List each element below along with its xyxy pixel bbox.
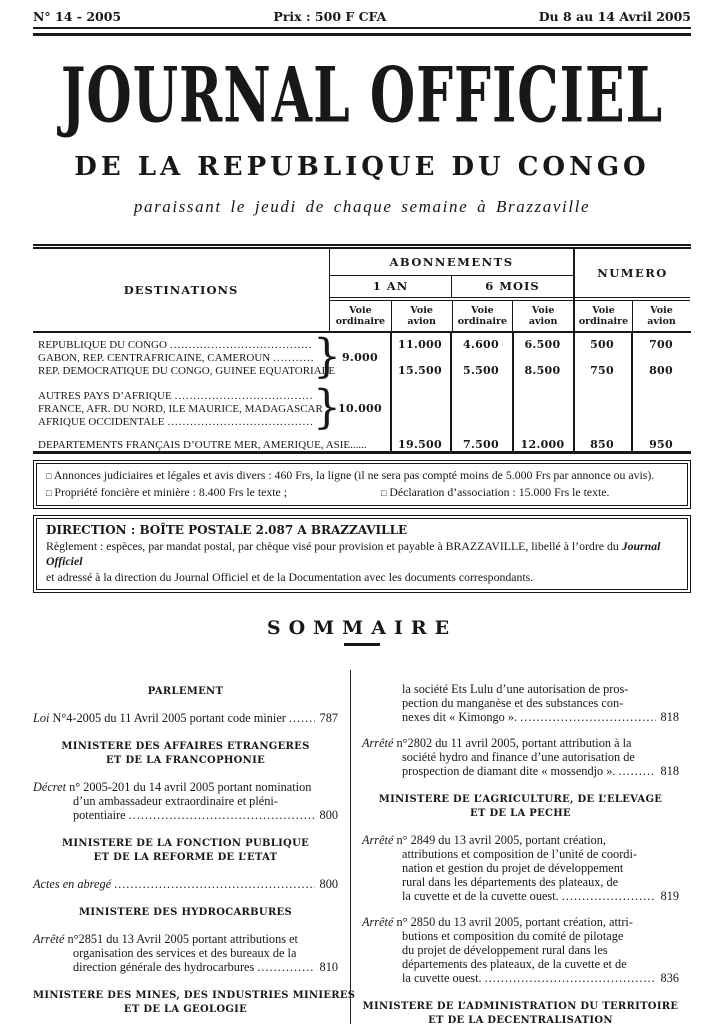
rates-table-header <box>33 249 691 333</box>
reglement-line: Règlement : espèces, par mandat postal, par chèque visé pour provision et payable à BRAZZAVILLE, libellé à l’ordre du Journal Officiel <box>46 538 661 568</box>
toc-heading <box>362 793 679 821</box>
toc-page-number: 787 <box>319 710 338 725</box>
destination-label: AUTRES PAYS D’AFRIQUE <box>38 389 172 402</box>
rate-destination <box>33 402 323 415</box>
toc-heading-line: MINISTERE DE L’ADMINISTRATION DU TERRITOIRE <box>362 1000 679 1012</box>
journal-subtitle: DE LA REPUBLIQUE DU CONGO <box>74 152 650 182</box>
reglement-line: et adressé à la direction du Journal Officiel et de la Documentation avec les documents correspondants. <box>46 569 534 584</box>
page-content <box>33 0 691 1024</box>
sommaire-heading: SOMMAIRE <box>266 617 458 639</box>
rate-cell: 6.500 <box>524 338 561 351</box>
sommaire-columns <box>33 670 691 1024</box>
row-gap <box>33 428 691 438</box>
abonnements-group <box>330 249 573 331</box>
rate-cell: 700 <box>649 338 673 351</box>
notice-box-direction <box>33 515 691 593</box>
dotted-leader <box>289 711 315 725</box>
toc-heading-line: ET DE LA REFORME DE L’ETAT <box>93 851 278 863</box>
column-divider <box>390 333 392 451</box>
toc-entry <box>362 682 679 724</box>
toc-entry-text: Loi N°4-2005 du 11 Avril 2005 portant code minier <box>33 710 286 725</box>
column-divider <box>512 333 514 451</box>
top-rule-thin <box>33 27 691 29</box>
abonnements-header: ABONNEMENTS <box>330 249 573 276</box>
period-6mois: 6 MOIS <box>451 276 573 297</box>
rate-cell: 12.000 <box>520 438 565 451</box>
voie-ordinaire-header: Voie ordinaire <box>578 305 629 327</box>
toc-entry-text: la cuvette ouest. <box>402 970 482 985</box>
toc-entry-line: rural dans les départements des plateaux, de <box>402 874 619 889</box>
toc-entry-line <box>33 877 338 891</box>
dotted-leader <box>129 808 315 822</box>
masthead-strip <box>33 0 691 24</box>
rate-cell: 9.000 <box>342 351 378 364</box>
toc-page-number: 810 <box>319 959 338 974</box>
dotted-leader <box>257 960 314 974</box>
toc-heading-line: ET DE LA DECENTRALISATION <box>428 1014 613 1024</box>
toc-heading-line: PARLEMENT <box>147 685 224 697</box>
toc-heading-line: ET DE LA PECHE <box>470 807 571 819</box>
journal-tagline: paraissant le jeudi de chaque semaine à Brazzaville <box>133 197 591 216</box>
journal-title: JOURNAL OFFICIEL <box>60 52 664 141</box>
toc-entry-line: départements des plateaux, de la cuvette et de <box>402 956 627 971</box>
sommaire-underline <box>344 643 380 646</box>
sommaire-right-column <box>350 670 679 1024</box>
square-bullet-icon: □ <box>46 487 52 498</box>
dotted-leader <box>520 710 655 724</box>
toc-entry-text: prospection de diamant dite « mossendjo ». <box>402 763 616 778</box>
journal-title-wrap <box>33 52 691 141</box>
rate-destination <box>33 364 336 377</box>
toc-heading-line: MINISTERE DES AFFAIRES ETRANGERES <box>61 740 310 752</box>
toc-page-number: 818 <box>660 709 679 724</box>
dotted-leader <box>114 877 314 891</box>
toc-entry <box>362 833 679 903</box>
toc-heading-line: MINISTERE DE LA FONCTION PUBLIQUE <box>61 837 310 849</box>
rate-cell: 800 <box>649 364 673 377</box>
toc-entry-line: attributions et composition de l’unité de coordi- <box>402 846 637 861</box>
rate-cell: 10.000 <box>338 402 382 415</box>
toc-heading <box>33 989 356 1017</box>
destination-label: FRANCE, AFR. DU NORD, ILE MAURICE, MADAGASCAR <box>38 402 323 415</box>
voie-avion-header: Voie avion <box>632 301 690 331</box>
toc-entry-line: nation et gestion du projet de développement <box>402 860 624 875</box>
toc-entry-line <box>362 710 679 724</box>
rate-cell: 8.500 <box>524 364 561 377</box>
toc-entry-line <box>33 808 338 822</box>
toc-page-number: 800 <box>319 807 338 822</box>
toc-entry-text: potentiaire <box>73 807 126 822</box>
rate-cell: 11.000 <box>398 338 442 351</box>
destination-label: GABON, REP. CENTRAFRICAINE, CAMEROUN <box>38 351 271 364</box>
dotted-leader <box>273 352 313 364</box>
square-bullet-icon: □ <box>46 471 52 481</box>
dotted-leader <box>618 764 655 778</box>
direction-address: DIRECTION : BOÎTE POSTALE 2.087 A BRAZZAVILLE <box>46 523 408 537</box>
rate-row <box>33 364 691 377</box>
rate-cell: 7.500 <box>463 438 499 451</box>
voie-avion-header: Voie avion <box>512 301 573 331</box>
period-row <box>330 276 573 301</box>
toc-entry-lead: Arrêté <box>33 931 65 946</box>
rate-destination <box>33 390 316 402</box>
rate-cell: 850 <box>590 438 614 451</box>
toc-heading <box>362 1000 679 1024</box>
toc-entry-line <box>33 711 338 725</box>
journal-officiel-emphasis: Journal Officiel <box>46 538 661 568</box>
toc-heading <box>33 685 338 699</box>
toc-entry-lead: Actes en abregé <box>33 876 112 891</box>
column-divider <box>631 333 633 451</box>
toc-heading-line: MINISTERE DES HYDROCARBURES <box>79 906 292 918</box>
rate-destination <box>33 416 316 428</box>
voie-avion-header: Voie avion <box>391 301 452 331</box>
toc-entry <box>33 877 338 891</box>
toc-entry-line <box>362 764 679 778</box>
toc-entry-line <box>362 889 679 903</box>
toc-page-number: 819 <box>660 888 679 903</box>
date-range: Du 8 au 14 Avril 2005 <box>538 9 691 24</box>
toc-entry-text: la cuvette et de la cuvette ouest. <box>402 888 559 903</box>
rates-table <box>33 244 691 454</box>
rate-cell: 19.500 <box>398 438 442 451</box>
column-divider <box>450 333 452 451</box>
toc-entry-text: nexes dit « Kimongo ». <box>402 709 518 724</box>
dotted-leader <box>168 416 313 428</box>
toc-entry-text: direction générale des hydrocarbures <box>73 959 255 974</box>
toc-entry-line: Arrêté n°2851 du 13 Avril 2005 portant attributions et <box>33 931 298 946</box>
toc-entry-line: Arrêté n°2802 du 11 avril 2005, portant attribution à la <box>362 735 632 750</box>
toc-entry <box>362 915 679 985</box>
dotted-leader <box>485 971 656 985</box>
notice-line: □ Annonces judiciaires et légales et avis divers : 460 Frs, la ligne (il ne sera pas compté moins de 5.000 Frs par annonce ou avis). <box>46 468 655 482</box>
toc-entry-line: butions et composition du comité de pilotage <box>402 928 624 943</box>
rate-row <box>33 338 691 351</box>
voie-ordinaire-header: Voie ordinaire <box>335 305 386 327</box>
toc-page-number: 836 <box>660 970 679 985</box>
issue-number: N° 14 - 2005 <box>33 9 122 24</box>
rate-row <box>33 402 691 415</box>
toc-entry-lead: Arrêté <box>362 914 394 929</box>
rate-cell: 15.500 <box>398 364 442 377</box>
toc-entry <box>33 780 338 822</box>
toc-entry-lead: Loi <box>33 710 50 725</box>
toc-page-number: 818 <box>660 763 679 778</box>
rate-row <box>33 351 691 364</box>
voie-row-numero <box>575 301 690 331</box>
notice-line: □ Propriété foncière et minière : 8.400 Frs le texte ; □ Déclaration d’association : 15.000 Frs le texte. <box>46 484 610 499</box>
toc-entry-line <box>362 971 679 985</box>
toc-heading-line: ET DE LA FRANCOPHONIE <box>106 754 265 766</box>
row-gap <box>33 377 691 389</box>
toc-entry <box>33 711 338 725</box>
brace-icon: } <box>313 380 341 435</box>
toc-heading-line: MINISTERE DES MINES, DES INDUSTRIES MINIERES <box>33 989 356 1001</box>
toc-entry <box>362 736 679 778</box>
destination-label: REPUBLIQUE DU CONGO <box>38 338 167 351</box>
column-divider <box>573 333 575 451</box>
toc-entry-line: Décret n° 2005-201 du 14 avril 2005 portant nomination <box>33 779 312 794</box>
dotted-leader <box>562 889 656 903</box>
price-label: Prix : 500 F CFA <box>273 9 387 24</box>
rate-destination <box>33 438 367 451</box>
rate-cell: 950 <box>649 438 673 451</box>
toc-entry-lead: Décret <box>33 779 66 794</box>
toc-entry-line: Arrêté n° 2850 du 13 avril 2005, portant création, attri- <box>362 914 633 929</box>
toc-heading <box>33 906 338 920</box>
period-1an: 1 AN <box>372 279 409 293</box>
toc-heading-line: MINISTERE DE L’AGRICULTURE, DE L’ELEVAGE <box>378 793 663 805</box>
toc-heading <box>33 740 338 768</box>
rate-row <box>33 438 691 451</box>
toc-entry <box>33 932 338 974</box>
destinations-header: DESTINATIONS <box>33 249 330 331</box>
toc-entry-line <box>33 960 338 974</box>
toc-entry-text <box>33 877 111 891</box>
numero-group <box>573 249 690 331</box>
rate-row <box>33 415 691 428</box>
voie-row-abonnements <box>330 301 573 331</box>
rate-cell: 4.600 <box>463 338 499 351</box>
toc-heading-line: ET DE LA GEOLOGIE <box>123 1003 248 1015</box>
destination-label: AFRIQUE OCCIDENTALE <box>38 415 165 428</box>
toc-entry-line: pection du manganèse et des substances con- <box>402 695 624 710</box>
toc-entry-line: société hydro and finance d’une autorisation de <box>402 749 635 764</box>
dotted-leader <box>170 339 313 351</box>
rate-cell: 5.500 <box>463 364 499 377</box>
rate-destination <box>33 352 316 364</box>
toc-entry-line: la société Ets Lulu d’une autorisation de pros- <box>402 681 629 696</box>
dotted-leader <box>175 390 313 402</box>
toc-entry-lead: Arrêté <box>362 832 394 847</box>
rate-cell: 750 <box>590 364 614 377</box>
toc-entry-line: d’un ambassadeur extraordinaire et pléni- <box>73 793 278 808</box>
rates-body <box>33 329 691 451</box>
destination-label: REP. DEMOCRATIQUE DU CONGO, GUINEE EQUATORIALE <box>38 364 336 377</box>
rate-row <box>33 389 691 402</box>
sommaire-left-column <box>33 670 356 1024</box>
rate-cell: 500 <box>590 338 614 351</box>
rate-destination <box>33 339 316 351</box>
brace-icon: } <box>313 329 341 384</box>
notice-box-annonces <box>33 460 691 509</box>
square-bullet-icon: □ <box>380 487 387 498</box>
numero-header: NUMERO <box>575 249 690 301</box>
voie-ordinaire-header: Voie ordinaire <box>452 301 513 331</box>
top-rule-thick <box>33 33 691 36</box>
destination-label: DEPARTEMENTS FRANÇAIS D’OUTRE MER, AMERIQUE, ASIE...... <box>38 438 367 451</box>
toc-entry-lead: Arrêté <box>362 735 394 750</box>
toc-heading <box>33 837 338 865</box>
toc-entry-line: Arrêté n° 2849 du 13 avril 2005, portant création, <box>362 832 606 847</box>
toc-entry-line: du projet de développement rural dans les <box>402 942 608 957</box>
toc-page-number: 800 <box>319 876 338 891</box>
toc-entry-line: organisation des services et des bureaux de la <box>73 945 297 960</box>
